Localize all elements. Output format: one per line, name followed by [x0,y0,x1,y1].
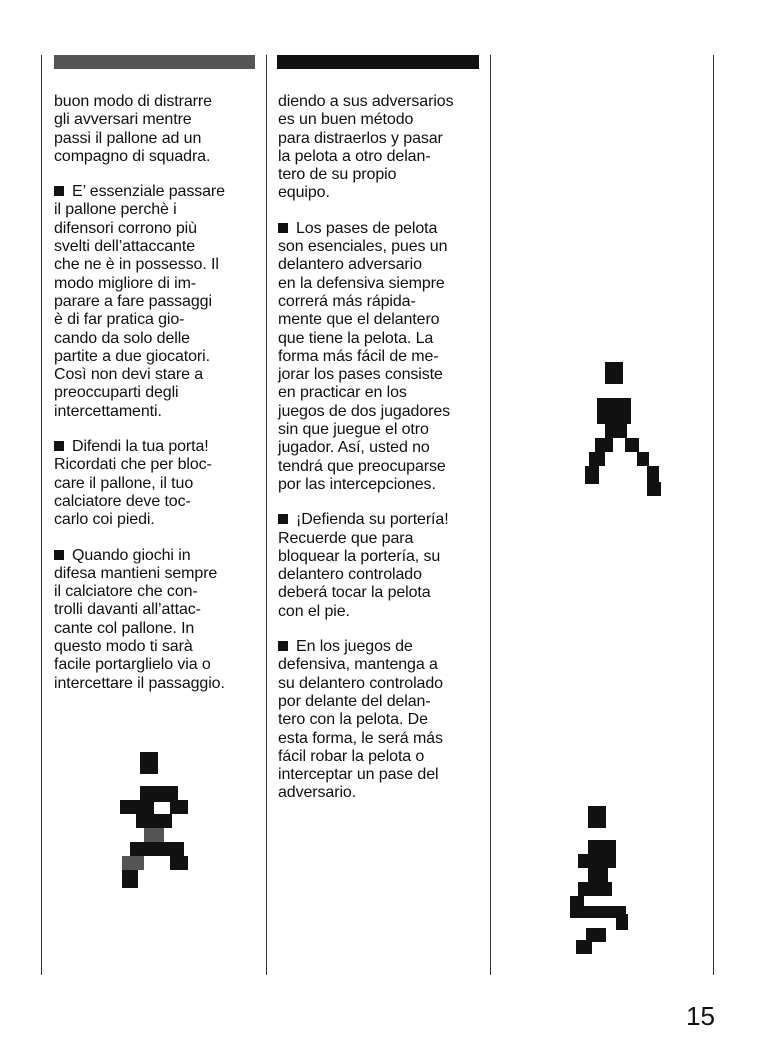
spanish-header-bar [277,55,479,69]
italian-paragraph-passing-text: E’ essenziale passare il pallone perchè i difensori corrono più svelti dell’attaccante che ne è in possesso. Il modo migliore di im- parare a fare passaggi è di far pratica gio- cando da solo delle partite a due giocatori. Così non devi stare a preoccuparti degli intercettamenti. [54,183,225,420]
bullet-square-icon [278,641,288,651]
italian-paragraph-defense-text: Quando giochi in difesa mantieni sempre il calciatore che con- trolli davanti all’attac- cante col pallone. In questo modo ti sarà facile portarglielo via o intercettare il passaggio. [54,546,225,692]
bullet-square-icon [278,514,288,524]
spanish-paragraph-defend-goal [278,511,483,621]
pixel-runner-icon [585,362,661,496]
italian-paragraph-defense [54,547,259,693]
page-number: 15 [686,1001,715,1031]
bullet-square-icon [278,223,288,233]
italian-header-bar [54,55,255,69]
spanish-column [278,93,483,820]
pixel-runner-icon [566,806,632,954]
bullet-square-icon [54,441,64,451]
column-rule-left [41,55,42,975]
italian-paragraph-defend-goal [54,438,259,529]
italian-column [54,93,259,710]
column-rule-middle-left [266,55,267,975]
pixel-runner-icon [118,752,190,890]
spanish-paragraph-defense [278,638,483,803]
spanish-paragraph-defend-goal-text: ¡Defienda su portería! Recuerde que para bloquear la portería, su delantero controlado deberá tocar la pelota con el pie. [278,511,449,620]
spanish-paragraph-passing [278,220,483,494]
spanish-paragraph-defense-text: En los juegos de defensiva, mantenga a su delantero controlado por delante del delan- tero con la pelota. De esta forma, le será más fácil robar la pelota o interceptar un pase del adversario. [278,638,443,802]
column-rule-middle-right [490,55,491,975]
bullet-square-icon [54,186,64,196]
column-rule-right [713,55,714,975]
italian-paragraph-passing [54,183,259,421]
bullet-square-icon [54,550,64,560]
spanish-paragraph-passing-text: Los pases de pelota son esenciales, pues un delantero adversario en la defensiva siempre correrá más rápida- mente que el delantero que tiene la pelota. La forma más fácil de me- jorar los pases consiste en practicar en los juegos de dos jugadores sin que juegue el otro jugador. Así, usted no tendrá que preocuparse por las intercepciones. [278,219,451,493]
italian-intro-paragraph: buon modo di distrarre gli avversari mentre passi il pallone ad un compagno di squadra. [54,93,212,165]
italian-paragraph-defend-goal-text: Difendi la tua porta! Ricordati che per bloc- care il pallone, il tuo calciatore deve toc- carlo coi piedi. [54,438,212,529]
spanish-intro-paragraph: diendo a sus adversarios es un buen método para distraerlos y pasar la pelota a otro delan- tero de su propio equipo. [278,93,454,202]
